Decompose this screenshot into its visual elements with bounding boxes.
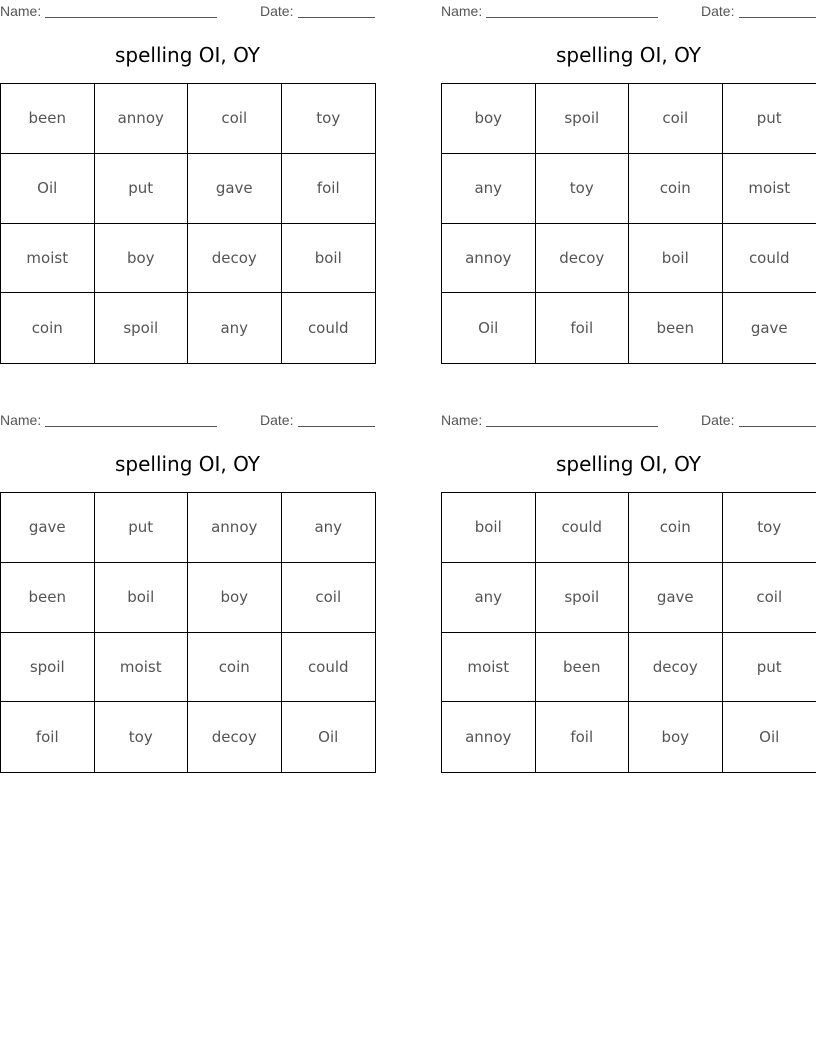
grid-cell: boil: [95, 563, 189, 633]
name-label: Name:: [441, 412, 483, 428]
grid-cell: coin: [629, 154, 723, 224]
grid-cell: could: [536, 493, 630, 563]
card-title: spelling OI, OY: [555, 43, 702, 67]
date-label: Date:: [701, 3, 735, 19]
grid-cell: decoy: [629, 633, 723, 703]
date-label: Date:: [260, 412, 294, 428]
grid-cell: boy: [442, 84, 536, 154]
grid-cell: toy: [95, 702, 189, 772]
grid-cell: gave: [1, 493, 95, 563]
grid-cell: spoil: [536, 563, 630, 633]
grid-cell: gave: [629, 563, 723, 633]
card-title: spelling OI, OY: [114, 452, 261, 476]
grid-cell: boy: [95, 224, 189, 294]
word-grid: [441, 492, 816, 773]
grid-cell: foil: [282, 154, 376, 224]
word-grid: [441, 83, 816, 364]
name-label: Name:: [0, 3, 42, 19]
word-grid: [0, 492, 376, 773]
grid-cell: coin: [1, 293, 95, 363]
grid-cell: moist: [442, 633, 536, 703]
grid-cell: coin: [188, 633, 282, 703]
grid-cell: Oil: [442, 293, 536, 363]
grid-cell: been: [1, 84, 95, 154]
grid-cell: put: [95, 154, 189, 224]
grid-cell: any: [188, 293, 282, 363]
grid-cell: toy: [536, 154, 630, 224]
card-header: [0, 412, 375, 430]
grid-cell: coil: [188, 84, 282, 154]
grid-cell: moist: [1, 224, 95, 294]
card-header: [441, 412, 816, 430]
card-title: spelling OI, OY: [114, 43, 261, 67]
grid-cell: been: [1, 563, 95, 633]
grid-cell: toy: [723, 493, 816, 563]
grid-cell: spoil: [1, 633, 95, 703]
date-blank-line: [298, 426, 375, 427]
grid-cell: any: [442, 154, 536, 224]
grid-cell: annoy: [188, 493, 282, 563]
grid-cell: annoy: [442, 702, 536, 772]
grid-cell: could: [723, 224, 816, 294]
bingo-card: [441, 409, 816, 784]
grid-cell: boy: [188, 563, 282, 633]
grid-cell: moist: [95, 633, 189, 703]
grid-cell: decoy: [188, 224, 282, 294]
grid-cell: could: [282, 633, 376, 703]
grid-cell: any: [442, 563, 536, 633]
grid-cell: coil: [723, 563, 816, 633]
name-label: Name:: [441, 3, 483, 19]
grid-cell: decoy: [536, 224, 630, 294]
grid-cell: put: [95, 493, 189, 563]
bingo-card: [0, 0, 375, 375]
bingo-card: [0, 409, 375, 784]
date-label: Date:: [260, 3, 294, 19]
card-title: spelling OI, OY: [555, 452, 702, 476]
grid-cell: annoy: [442, 224, 536, 294]
grid-cell: boy: [629, 702, 723, 772]
grid-cell: gave: [750, 319, 788, 338]
grid-cell: could: [307, 319, 349, 338]
grid-cell: been: [536, 633, 630, 703]
grid-cell: foil: [536, 702, 630, 772]
date-label: Date:: [701, 412, 735, 428]
grid-cell: spoil: [95, 293, 189, 363]
word-grid: [0, 83, 376, 364]
grid-cell: been: [629, 293, 723, 363]
date-blank-line: [739, 17, 816, 18]
grid-cell: annoy: [95, 84, 189, 154]
grid-cell: foil: [1, 702, 95, 772]
name-label: Name:: [0, 412, 42, 428]
grid-cell: gave: [188, 154, 282, 224]
name-blank-line: [45, 17, 217, 18]
grid-cell: moist: [723, 154, 816, 224]
grid-cell: put: [723, 633, 816, 703]
grid-cell: any: [282, 493, 376, 563]
grid-cell: put: [723, 84, 816, 154]
card-header: [0, 3, 375, 21]
date-blank-line: [298, 17, 375, 18]
grid-cell: spoil: [536, 84, 630, 154]
grid-cell: Oil: [1, 154, 95, 224]
grid-cell: Oil: [318, 728, 339, 747]
grid-cell: coil: [629, 84, 723, 154]
date-blank-line: [739, 426, 816, 427]
grid-cell: boil: [442, 493, 536, 563]
grid-cell: decoy: [188, 702, 282, 772]
grid-cell: toy: [282, 84, 376, 154]
name-blank-line: [486, 17, 658, 18]
grid-cell: boil: [282, 224, 376, 294]
name-blank-line: [486, 426, 658, 427]
grid-cell: boil: [629, 224, 723, 294]
name-blank-line: [45, 426, 217, 427]
card-header: [441, 3, 816, 21]
grid-cell: foil: [536, 293, 630, 363]
grid-cell: coin: [629, 493, 723, 563]
grid-cell: Oil: [759, 728, 780, 747]
bingo-card: [441, 0, 816, 375]
grid-cell: coil: [282, 563, 376, 633]
